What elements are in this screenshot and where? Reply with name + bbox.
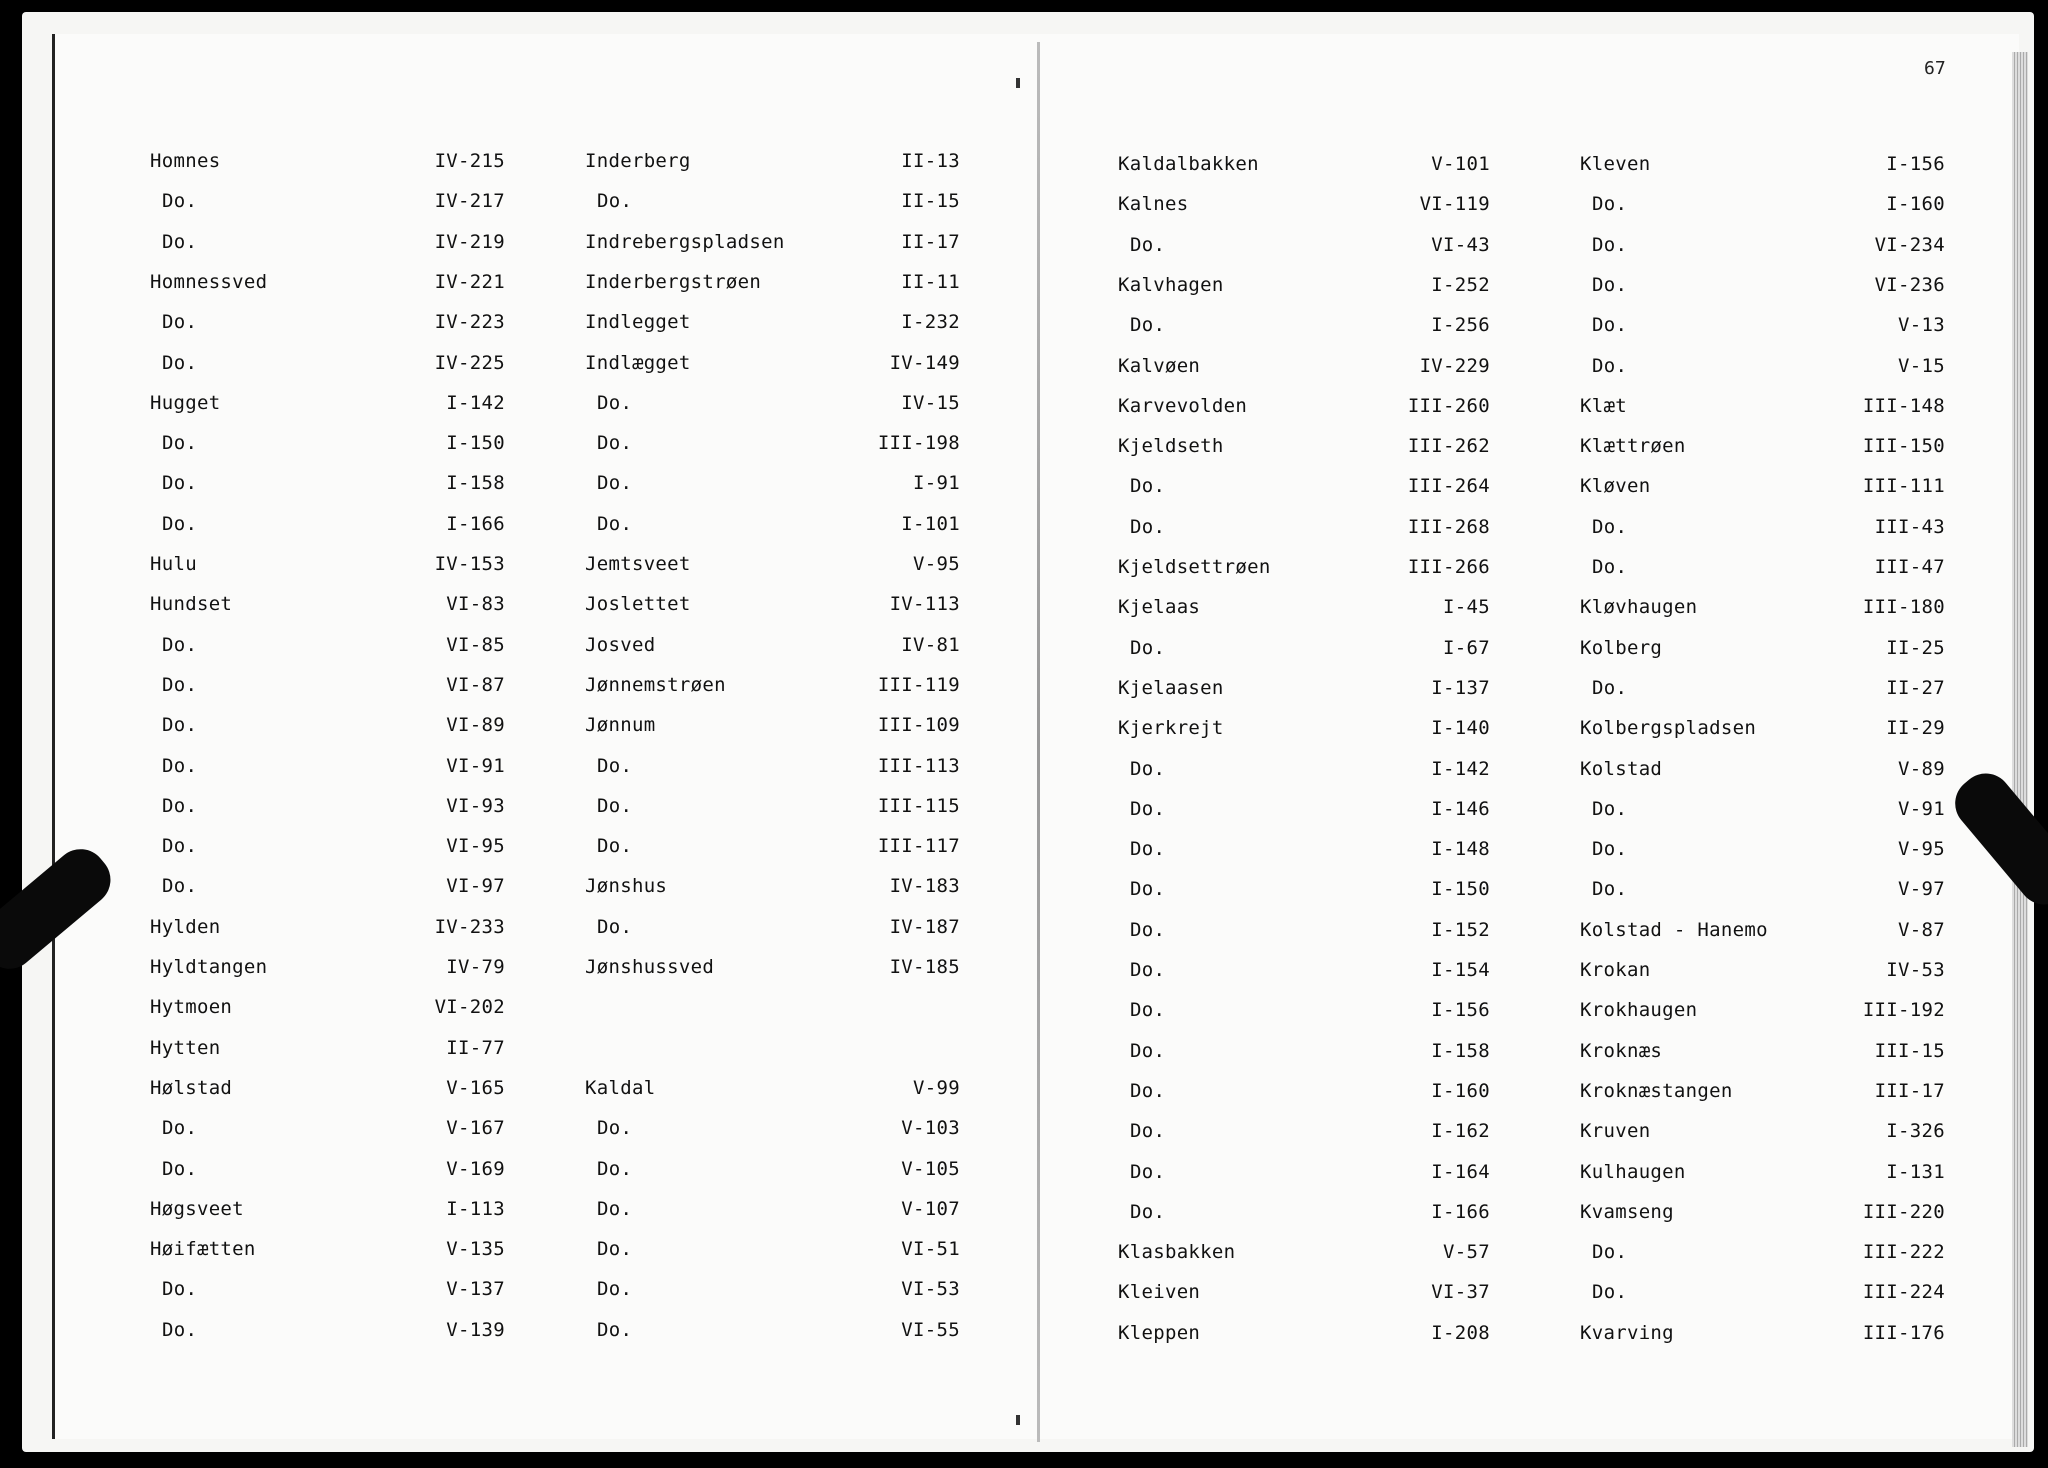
entry-name: Jønnum — [585, 714, 656, 737]
entry-name: Kjelaasen — [1118, 676, 1224, 699]
entry-name: Hytten — [150, 1036, 221, 1059]
entry-reference: I-208 — [1431, 1321, 1490, 1344]
entry-name: Kruven — [1580, 1120, 1651, 1143]
entry-reference: IV-233 — [434, 915, 505, 938]
entry-reference: I-150 — [1431, 878, 1490, 901]
entry-reference: IV-153 — [434, 553, 505, 575]
entry-reference: I-131 — [1886, 1160, 1945, 1183]
entry-name: Do. — [1130, 999, 1166, 1022]
entry-name: Kleppen — [1118, 1321, 1201, 1344]
page-edges — [2012, 52, 2028, 1447]
entry-name: Jønshus — [585, 875, 668, 898]
entry-reference: I-142 — [446, 391, 505, 414]
entry-name: Hundset — [150, 593, 233, 616]
entry-name: Do. — [162, 835, 198, 858]
entry-reference: V-95 — [913, 553, 960, 575]
entry-reference: I-67 — [1443, 636, 1490, 659]
entry-reference: V-99 — [913, 1076, 960, 1099]
entry-name: Kalvhagen — [1118, 273, 1224, 296]
entry-name: Do. — [1130, 475, 1166, 498]
entry-name: Do. — [162, 351, 198, 374]
entry-name: Do. — [597, 1238, 633, 1261]
entry-reference: IV-113 — [889, 593, 960, 616]
entry-reference: VI-93 — [446, 794, 505, 817]
entry-reference: I-166 — [1431, 1200, 1490, 1223]
entry-reference: II-11 — [901, 270, 960, 293]
entry-reference: V-89 — [1898, 757, 1945, 780]
entry-reference: I-156 — [1886, 153, 1945, 175]
entry-name: Hyldtangen — [150, 956, 268, 978]
entry-name: Jønshussved — [585, 956, 715, 978]
entry-reference: VI-37 — [1431, 1281, 1490, 1304]
entry-reference: I-256 — [1431, 314, 1490, 337]
entry-name: Do. — [1130, 757, 1166, 780]
entry-reference: I-160 — [1886, 193, 1945, 216]
entry-name: Do. — [1592, 354, 1628, 377]
entry-name: Do. — [597, 432, 633, 455]
entry-reference: IV-225 — [434, 351, 505, 374]
entry-name: Kleven — [1580, 153, 1651, 175]
entry-reference: IV-149 — [889, 351, 960, 374]
entry-name: Do. — [597, 1278, 633, 1301]
entry-name: Kroknæstangen — [1580, 1079, 1733, 1102]
entry-name: Kjelaas — [1118, 596, 1201, 619]
entry-name: Do. — [1592, 797, 1628, 820]
entry-name: Do. — [1592, 838, 1628, 861]
page-number: 67 — [1924, 58, 1946, 79]
entry-name: Do. — [597, 1157, 633, 1180]
entry-reference: V-91 — [1898, 797, 1945, 820]
entry-name: Do. — [597, 1117, 633, 1140]
entry-reference: VI-234 — [1874, 233, 1945, 256]
entry-name: Kjerkrejt — [1118, 717, 1224, 740]
entry-name: Do. — [1130, 1039, 1166, 1062]
entry-reference: V-57 — [1443, 1241, 1490, 1264]
entry-reference: VI-51 — [901, 1238, 960, 1261]
entry-name: Do. — [1592, 556, 1628, 578]
entry-reference: I-160 — [1431, 1079, 1490, 1102]
entry-reference: V-165 — [446, 1076, 505, 1099]
entry-reference: III-222 — [1862, 1241, 1945, 1264]
entry-reference: III-224 — [1862, 1281, 1945, 1304]
entry-name: Do. — [1592, 193, 1628, 216]
entry-reference: IV-215 — [434, 150, 505, 172]
entry-name: Do. — [162, 472, 198, 495]
entry-name: Do. — [162, 754, 198, 777]
entry-name: Jønnemstrøen — [585, 673, 726, 696]
entry-name: Do. — [1130, 515, 1166, 538]
entry-name: Josved — [585, 633, 656, 656]
entry-name: Do. — [1592, 233, 1628, 256]
entry-name: Do. — [1130, 797, 1166, 820]
entry-reference: V-103 — [901, 1117, 960, 1140]
entry-name: Do. — [1130, 959, 1166, 981]
entry-reference: V-107 — [901, 1197, 960, 1220]
entry-name: Kalnes — [1118, 193, 1189, 216]
entry-name: Klasbakken — [1118, 1241, 1236, 1264]
entry-reference: V-15 — [1898, 354, 1945, 377]
entry-name: Inderberg — [585, 150, 691, 172]
entry-name: Hytmoen — [150, 996, 233, 1019]
entry-name: Do. — [162, 1318, 198, 1341]
entry-reference: V-13 — [1898, 314, 1945, 337]
entry-reference: I-45 — [1443, 596, 1490, 619]
gutter-mark-top — [1016, 78, 1020, 88]
entry-reference: III-266 — [1407, 556, 1490, 578]
entry-reference: IV-81 — [901, 633, 960, 656]
left-page — [52, 34, 1045, 1439]
entry-reference: VI-236 — [1874, 273, 1945, 296]
entry-name: Do. — [1130, 636, 1166, 659]
entry-name: Hulu — [150, 553, 197, 575]
entry-name: Do. — [162, 673, 198, 696]
entry-reference: I-148 — [1431, 838, 1490, 861]
entry-name: Hugget — [150, 391, 221, 414]
entry-name: Homnes — [150, 150, 221, 172]
entry-name: Krokhaugen — [1580, 999, 1698, 1022]
entry-name: Do. — [1592, 314, 1628, 337]
entry-name: Do. — [162, 794, 198, 817]
entry-reference: I-162 — [1431, 1120, 1490, 1143]
entry-reference: VI-55 — [901, 1318, 960, 1341]
entry-name: Kvarving — [1580, 1321, 1674, 1344]
entry-reference: III-150 — [1862, 435, 1945, 458]
entry-name: Do. — [597, 391, 633, 414]
entry-reference: I-146 — [1431, 797, 1490, 820]
entry-name: Høgsveet — [150, 1197, 244, 1220]
entry-reference: I-232 — [901, 311, 960, 334]
entry-reference: III-268 — [1407, 515, 1490, 538]
entry-name: Do. — [1130, 314, 1166, 337]
entry-name: Do. — [597, 915, 633, 938]
entry-reference: III-109 — [877, 714, 960, 737]
entry-reference: III-264 — [1407, 475, 1490, 498]
entry-reference: IV-217 — [434, 190, 505, 213]
entry-reference: I-101 — [901, 512, 960, 535]
entry-name: Kalvøen — [1118, 354, 1201, 377]
entry-reference: I-164 — [1431, 1160, 1490, 1183]
entry-reference: VI-97 — [446, 875, 505, 898]
entry-name: Do. — [597, 754, 633, 777]
entry-name: Kleiven — [1118, 1281, 1201, 1304]
entry-name: Kroknæs — [1580, 1039, 1663, 1062]
entry-reference: III-220 — [1862, 1200, 1945, 1223]
entry-reference: I-140 — [1431, 717, 1490, 740]
entry-name: Kjeldsettrøen — [1118, 556, 1271, 578]
entry-reference: I-137 — [1431, 676, 1490, 699]
entry-name: Kolstad — [1580, 757, 1663, 780]
entry-reference: VI-83 — [446, 593, 505, 616]
entry-reference: IV-53 — [1886, 959, 1945, 981]
entry-reference: III-119 — [877, 673, 960, 696]
entry-reference: II-77 — [446, 1036, 505, 1059]
entry-reference: III-176 — [1862, 1321, 1945, 1344]
entry-name: Do. — [162, 190, 198, 213]
entry-name: Indlægget — [585, 351, 691, 374]
entry-reference: III-148 — [1862, 394, 1945, 417]
entry-reference: IV-185 — [889, 956, 960, 978]
entry-name: Homnessved — [150, 270, 268, 293]
entry-name: Karvevolden — [1118, 394, 1248, 417]
entry-name: Do. — [1592, 676, 1628, 699]
entry-name: Do. — [597, 1318, 633, 1341]
entry-reference: III-117 — [877, 835, 960, 858]
entry-reference: VI-53 — [901, 1278, 960, 1301]
entry-reference: I-252 — [1431, 273, 1490, 296]
entry-reference: VI-85 — [446, 633, 505, 656]
entry-reference: I-154 — [1431, 959, 1490, 981]
entry-name: Høifætten — [150, 1238, 256, 1261]
entry-name: Do. — [162, 230, 198, 253]
entry-reference: III-115 — [877, 794, 960, 817]
entry-name: Jemtsveet — [585, 553, 691, 575]
entry-reference: IV-15 — [901, 391, 960, 414]
entry-name: Hylden — [150, 915, 221, 938]
entry-name: Do. — [597, 190, 633, 213]
entry-reference: III-180 — [1862, 596, 1945, 619]
entry-reference: I-113 — [446, 1197, 505, 1220]
entry-reference: VI-87 — [446, 673, 505, 696]
entry-reference: I-166 — [446, 512, 505, 535]
entry-reference: I-142 — [1431, 757, 1490, 780]
entry-reference: I-158 — [446, 472, 505, 495]
entry-reference: V-139 — [446, 1318, 505, 1341]
entry-reference: VI-91 — [446, 754, 505, 777]
gutter-mark-bottom — [1016, 1415, 1020, 1425]
entry-name: Kolbergspladsen — [1580, 717, 1757, 740]
entry-name: Do. — [1130, 1120, 1166, 1143]
entry-reference: V-169 — [446, 1157, 505, 1180]
entry-reference: III-260 — [1407, 394, 1490, 417]
entry-reference: V-137 — [446, 1278, 505, 1301]
entry-reference: I-152 — [1431, 918, 1490, 941]
entry-reference: IV-221 — [434, 270, 505, 293]
entry-name: Kaldalbakken — [1118, 153, 1259, 175]
entry-reference: IV-219 — [434, 230, 505, 253]
entry-name: Do. — [1592, 1281, 1628, 1304]
entry-name: Hølstad — [150, 1076, 233, 1099]
entry-name: Do. — [597, 472, 633, 495]
entry-name: Kulhaugen — [1580, 1160, 1686, 1183]
entry-name: Kolstad - Hanemo — [1580, 918, 1768, 941]
entry-name: Kvamseng — [1580, 1200, 1674, 1223]
entry-name: Do. — [162, 1278, 198, 1301]
entry-reference: I-326 — [1886, 1120, 1945, 1143]
entry-reference: II-13 — [901, 150, 960, 172]
entry-reference: VI-89 — [446, 714, 505, 737]
entry-name: Do. — [597, 1197, 633, 1220]
entry-reference: III-111 — [1862, 475, 1945, 498]
entry-name: Do. — [162, 512, 198, 535]
entry-reference: V-105 — [901, 1157, 960, 1180]
entry-name: Indrebergspladsen — [585, 230, 785, 253]
entry-reference: VI-202 — [434, 996, 505, 1019]
book-gutter — [1037, 42, 1040, 1442]
entry-name: Do. — [162, 714, 198, 737]
entry-reference: III-43 — [1874, 515, 1945, 538]
entry-name: Do. — [162, 875, 198, 898]
entry-name: Kjeldseth — [1118, 435, 1224, 458]
entry-reference: III-262 — [1407, 435, 1490, 458]
entry-name: Indlegget — [585, 311, 691, 334]
entry-name: Joslettet — [585, 593, 691, 616]
entry-reference: V-97 — [1898, 878, 1945, 901]
entry-reference: V-95 — [1898, 838, 1945, 861]
entry-reference: V-135 — [446, 1238, 505, 1261]
entry-reference: I-156 — [1431, 999, 1490, 1022]
entry-reference: III-47 — [1874, 556, 1945, 578]
entry-reference: II-25 — [1886, 636, 1945, 659]
entry-reference: II-27 — [1886, 676, 1945, 699]
entry-name: Klæt — [1580, 394, 1627, 417]
entry-reference: II-15 — [901, 190, 960, 213]
entry-reference: III-17 — [1874, 1079, 1945, 1102]
entry-reference: III-113 — [877, 754, 960, 777]
entry-name: Do. — [597, 835, 633, 858]
entry-name: Do. — [1592, 878, 1628, 901]
entry-name: Kløven — [1580, 475, 1651, 498]
entry-name: Do. — [1592, 1241, 1628, 1264]
entry-name: Do. — [1592, 273, 1628, 296]
entry-name: Do. — [1130, 878, 1166, 901]
entry-name: Krokan — [1580, 959, 1651, 981]
entry-reference: IV-183 — [889, 875, 960, 898]
entry-reference: IV-79 — [446, 956, 505, 978]
entry-name: Do. — [597, 794, 633, 817]
entry-name: Kløvhaugen — [1580, 596, 1698, 619]
entry-name: Do. — [1130, 838, 1166, 861]
entry-reference: V-167 — [446, 1117, 505, 1140]
entry-name: Do. — [162, 1157, 198, 1180]
entry-reference: IV-223 — [434, 311, 505, 334]
entry-reference: III-192 — [1862, 999, 1945, 1022]
entry-name: Kaldal — [585, 1076, 656, 1099]
entry-reference: I-150 — [446, 432, 505, 455]
entry-name: Do. — [162, 633, 198, 656]
entry-name: Do. — [1130, 1079, 1166, 1102]
entry-reference: I-91 — [913, 472, 960, 495]
entry-reference: I-158 — [1431, 1039, 1490, 1062]
entry-reference: VI-43 — [1431, 233, 1490, 256]
entry-reference: VI-95 — [446, 835, 505, 858]
entry-reference: V-87 — [1898, 918, 1945, 941]
entry-name: Do. — [162, 432, 198, 455]
entry-reference: II-17 — [901, 230, 960, 253]
entry-reference: V-101 — [1431, 153, 1490, 175]
entry-reference: III-198 — [877, 432, 960, 455]
entry-name: Do. — [1130, 1200, 1166, 1223]
entry-reference: III-15 — [1874, 1039, 1945, 1062]
entry-name: Do. — [597, 512, 633, 535]
entry-name: Kolberg — [1580, 636, 1663, 659]
entry-reference: IV-187 — [889, 915, 960, 938]
entry-name: Do. — [1130, 1160, 1166, 1183]
entry-name: Do. — [1130, 233, 1166, 256]
entry-name: Do. — [162, 311, 198, 334]
entry-name: Do. — [1130, 918, 1166, 941]
entry-reference: II-29 — [1886, 717, 1945, 740]
entry-name: Inderbergstrøen — [585, 270, 762, 293]
entry-name: Do. — [1592, 515, 1628, 538]
entry-name: Klættrøen — [1580, 435, 1686, 458]
entry-reference: VI-119 — [1419, 193, 1490, 216]
entry-reference: IV-229 — [1419, 354, 1490, 377]
entry-name: Do. — [162, 1117, 198, 1140]
